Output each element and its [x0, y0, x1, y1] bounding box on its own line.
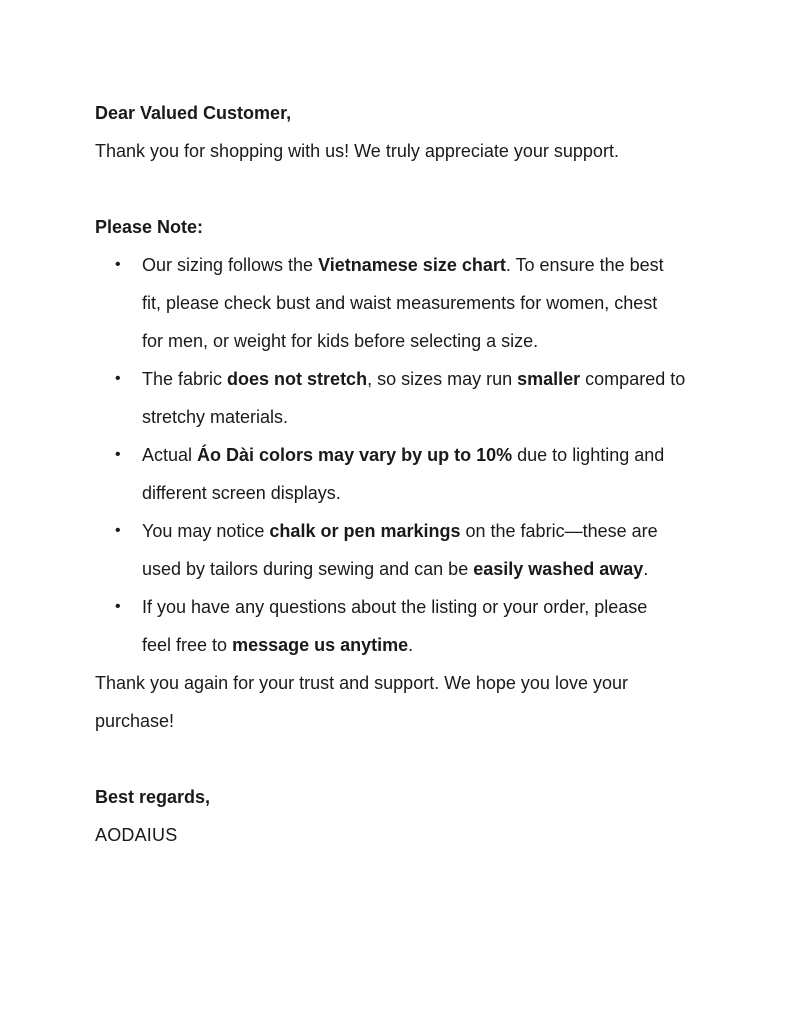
emphasis: Vietnamese size chart [318, 255, 506, 275]
signature: AODAIUS [95, 825, 178, 845]
bullet-icon: • [115, 522, 121, 539]
emphasis: smaller [517, 369, 581, 389]
spacer [95, 170, 735, 208]
emphasis: Áo Dài colors may vary by up to 10% [197, 445, 513, 465]
bullet-icon: • [115, 446, 121, 463]
list-item [95, 246, 735, 360]
bullet-icon: • [115, 256, 121, 273]
greeting: Dear Valued Customer, [95, 103, 292, 123]
emphasis: message us anytime [232, 635, 409, 655]
bullet-icon: • [115, 598, 121, 615]
note-line: feel free to message us anytime. [142, 635, 414, 655]
closing-line: Thank you again for your trust and support. We hope you love your [95, 673, 628, 693]
note-line: fit, please check bust and waist measurements for women, chest [142, 293, 658, 313]
note-line: used by tailors during sewing and can be easily washed away. [142, 559, 649, 579]
note-line: for men, or weight for kids before selecting a size. [142, 331, 539, 351]
emphasis: easily washed away [473, 559, 644, 579]
note-line: Our sizing follows the Vietnamese size chart. To ensure the best [142, 255, 664, 275]
thanks-line: Thank you for shopping with us! We truly appreciate your support. [95, 141, 619, 161]
note-line: stretchy materials. [142, 407, 289, 427]
notes-list [95, 246, 735, 664]
note-heading: Please Note: [95, 217, 204, 237]
note-line: You may notice chalk or pen markings on the fabric—these are [142, 521, 658, 541]
closing-line: purchase! [95, 711, 175, 731]
list-item [95, 588, 735, 664]
letter-body [95, 94, 735, 854]
note-line: If you have any questions about the listing or your order, please [142, 597, 648, 617]
signoff: Best regards, [95, 787, 211, 807]
list-item [95, 360, 735, 436]
emphasis: chalk or pen markings [269, 521, 461, 541]
note-line: Actual Áo Dài colors may vary by up to 10% due to lighting and [142, 445, 665, 465]
emphasis: does not stretch [227, 369, 368, 389]
spacer [95, 740, 735, 778]
list-item [95, 436, 735, 512]
note-line: The fabric does not stretch, so sizes may run smaller compared to [142, 369, 686, 389]
note-line: different screen displays. [142, 483, 341, 503]
bullet-icon: • [115, 370, 121, 387]
list-item [95, 512, 735, 588]
